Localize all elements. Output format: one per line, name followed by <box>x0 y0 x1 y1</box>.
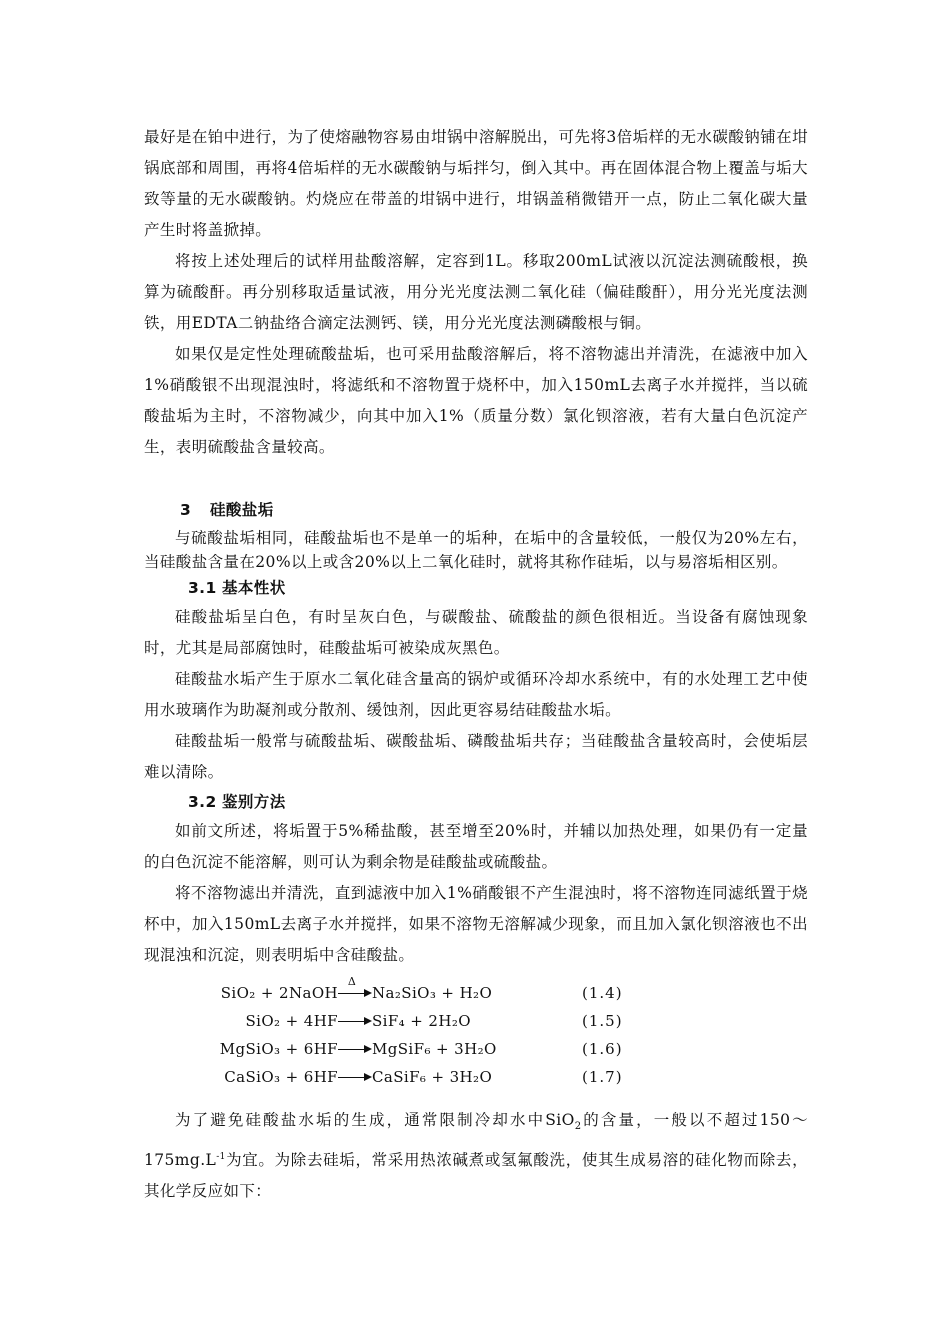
equation-1-5 <box>144 1007 808 1035</box>
equation-1-4 <box>144 975 808 1007</box>
subscript: 2 <box>574 1121 582 1133</box>
paragraph-filtration-test: 将不溶物滤出并清洗，直到滤液中加入1%硝酸银不产生混浊时，将不溶物连同滤纸置于烧杯中，加入150mL去离子水并搅拌，如果不溶物无溶解减少现象，而且加入氯化钡溶液也不出现混浊和沉淀，则表明垢中含硅酸盐。 <box>144 884 808 964</box>
text-segment: 为了避免硅酸盐水垢的生成，通常限制冷却水中SiO <box>175 1111 575 1129</box>
equation-1-7 <box>144 1063 808 1091</box>
equation-number: (1.4) <box>582 983 623 1002</box>
reaction-arrow-icon <box>338 975 372 1007</box>
equation-block <box>144 975 808 1091</box>
paragraph-sulfate-qualitative: 如果仅是定性处理硫酸盐垢，也可采用盐酸溶解后，将不溶物滤出并清洗，在滤液中加入1%硝酸银不出现混浊时，将滤纸和不溶物置于烧杯中，加入150mL去离子水并搅拌，当以硫酸盐垢为主时，不溶物减少，向其中加入1%（质量分数）氯化钡溶液，若有大量白色沉淀产生，表明硫酸盐含量较高。 <box>144 345 808 456</box>
equation-products: CaSiF₆ + 3H₂O <box>372 1067 493 1086</box>
paragraph-silica-removal <box>144 1105 808 1207</box>
reaction-condition: Δ <box>347 975 357 988</box>
reaction-arrow-icon <box>338 1007 372 1035</box>
section-title: 硅酸盐垢 <box>210 501 274 519</box>
reaction-arrow-icon <box>338 1063 372 1091</box>
paragraph-silicate-origin: 硅酸盐水垢产生于原水二氧化硅含量高的锅炉或循环冷却水系统中，有的水处理工艺中使用水玻璃作为助凝剂或分散剂、缓蚀剂，因此更容易结硅酸盐水垢。 <box>144 670 808 719</box>
equation-reactants: SiO₂ + 4HF <box>245 1011 338 1030</box>
section-number: 3 <box>180 501 192 519</box>
equation-1-6 <box>144 1035 808 1063</box>
document-body <box>144 122 808 1207</box>
paragraph-silicate-intro: 与硫酸盐垢相同，硅酸盐垢也不是单一的垢种，在垢中的含量较低，一般仅为20%左右，当硅酸盐含量在20%以上或含20%以上二氧化硅时，就将其称作硅垢，以与易溶垢相区别。 <box>144 529 808 571</box>
section-heading-silicate-scale <box>144 495 808 526</box>
text-segment: 的含量，一般以不超过150～175mg.L <box>144 1111 809 1170</box>
equation-number: (1.6) <box>582 1039 623 1058</box>
paragraph-sample-analysis: 将按上述处理后的试样用盐酸溶解，定容到1L。移取200mL试液以沉淀法测硫酸根，换算为硫酸酐。再分别移取适量试液，用分光光度法测二氧化硅（偏硅酸酐），用分光光度法测铁，用EDTA二钠盐络合滴定法测钙、镁，用分光光度法测磷酸根与铜。 <box>144 252 808 332</box>
equation-number: (1.5) <box>582 1011 623 1030</box>
subsection-number: 3.2 <box>188 793 217 811</box>
paragraph-silicate-coexist: 硅酸盐垢一般常与硫酸盐垢、碳酸盐垢、磷酸盐垢共存；当硅酸盐含量较高时，会使垢层难以清除。 <box>144 732 808 781</box>
text-segment: 为宜。为除去硅垢，常采用热浓碱煮或氢氟酸洗，使其生成易溶的硅化物而除去，其化学反应如下： <box>144 1151 808 1201</box>
equation-reactants: SiO₂ + 2NaOH <box>220 983 338 1002</box>
equation-products: MgSiF₆ + 3H₂O <box>372 1039 497 1058</box>
paragraph-silicate-color: 硅酸盐垢呈白色，有时呈灰白色，与碳酸盐、硫酸盐的颜色很相近。当设备有腐蚀现象时，尤其是局部腐蚀时，硅酸盐垢可被染成灰黑色。 <box>144 608 808 657</box>
reaction-arrow-icon <box>338 1035 372 1063</box>
superscript: -1 <box>216 1152 226 1163</box>
paragraph-acid-test: 如前文所述，将垢置于5%稀盐酸，甚至增至20%时，并辅以加热处理，如果仍有一定量的白色沉淀不能溶解，则可认为剩余物是硅酸盐或硫酸盐。 <box>144 822 808 871</box>
subsection-title: 鉴别方法 <box>222 793 286 811</box>
subsection-number: 3.1 <box>188 579 217 597</box>
subsection-heading-identification <box>144 788 808 816</box>
equation-reactants: MgSiO₃ + 6HF <box>219 1039 338 1058</box>
equation-number: (1.7) <box>582 1067 623 1086</box>
equation-products: Na₂SiO₃ + H₂O <box>372 983 493 1002</box>
paragraph-fusion-procedure: 最好是在铂中进行，为了使熔融物容易由坩锅中溶解脱出，可先将3倍垢样的无水碳酸钠铺在坩锅底部和周围，再将4倍垢样的无水碳酸钠与垢拌匀，倒入其中。再在固体混合物上覆盖与垢大致等量的无水碳酸钠。灼烧应在带盖的坩锅中进行，坩锅盖稍微错开一点，防止二氧化碳大量产生时将盖掀掉。 <box>144 128 808 239</box>
equation-products: SiF₄ + 2H₂O <box>372 1011 471 1030</box>
equation-reactants: CaSiO₃ + 6HF <box>224 1067 338 1086</box>
subsection-title: 基本性状 <box>222 579 286 597</box>
subsection-heading-basic-properties <box>144 574 808 602</box>
